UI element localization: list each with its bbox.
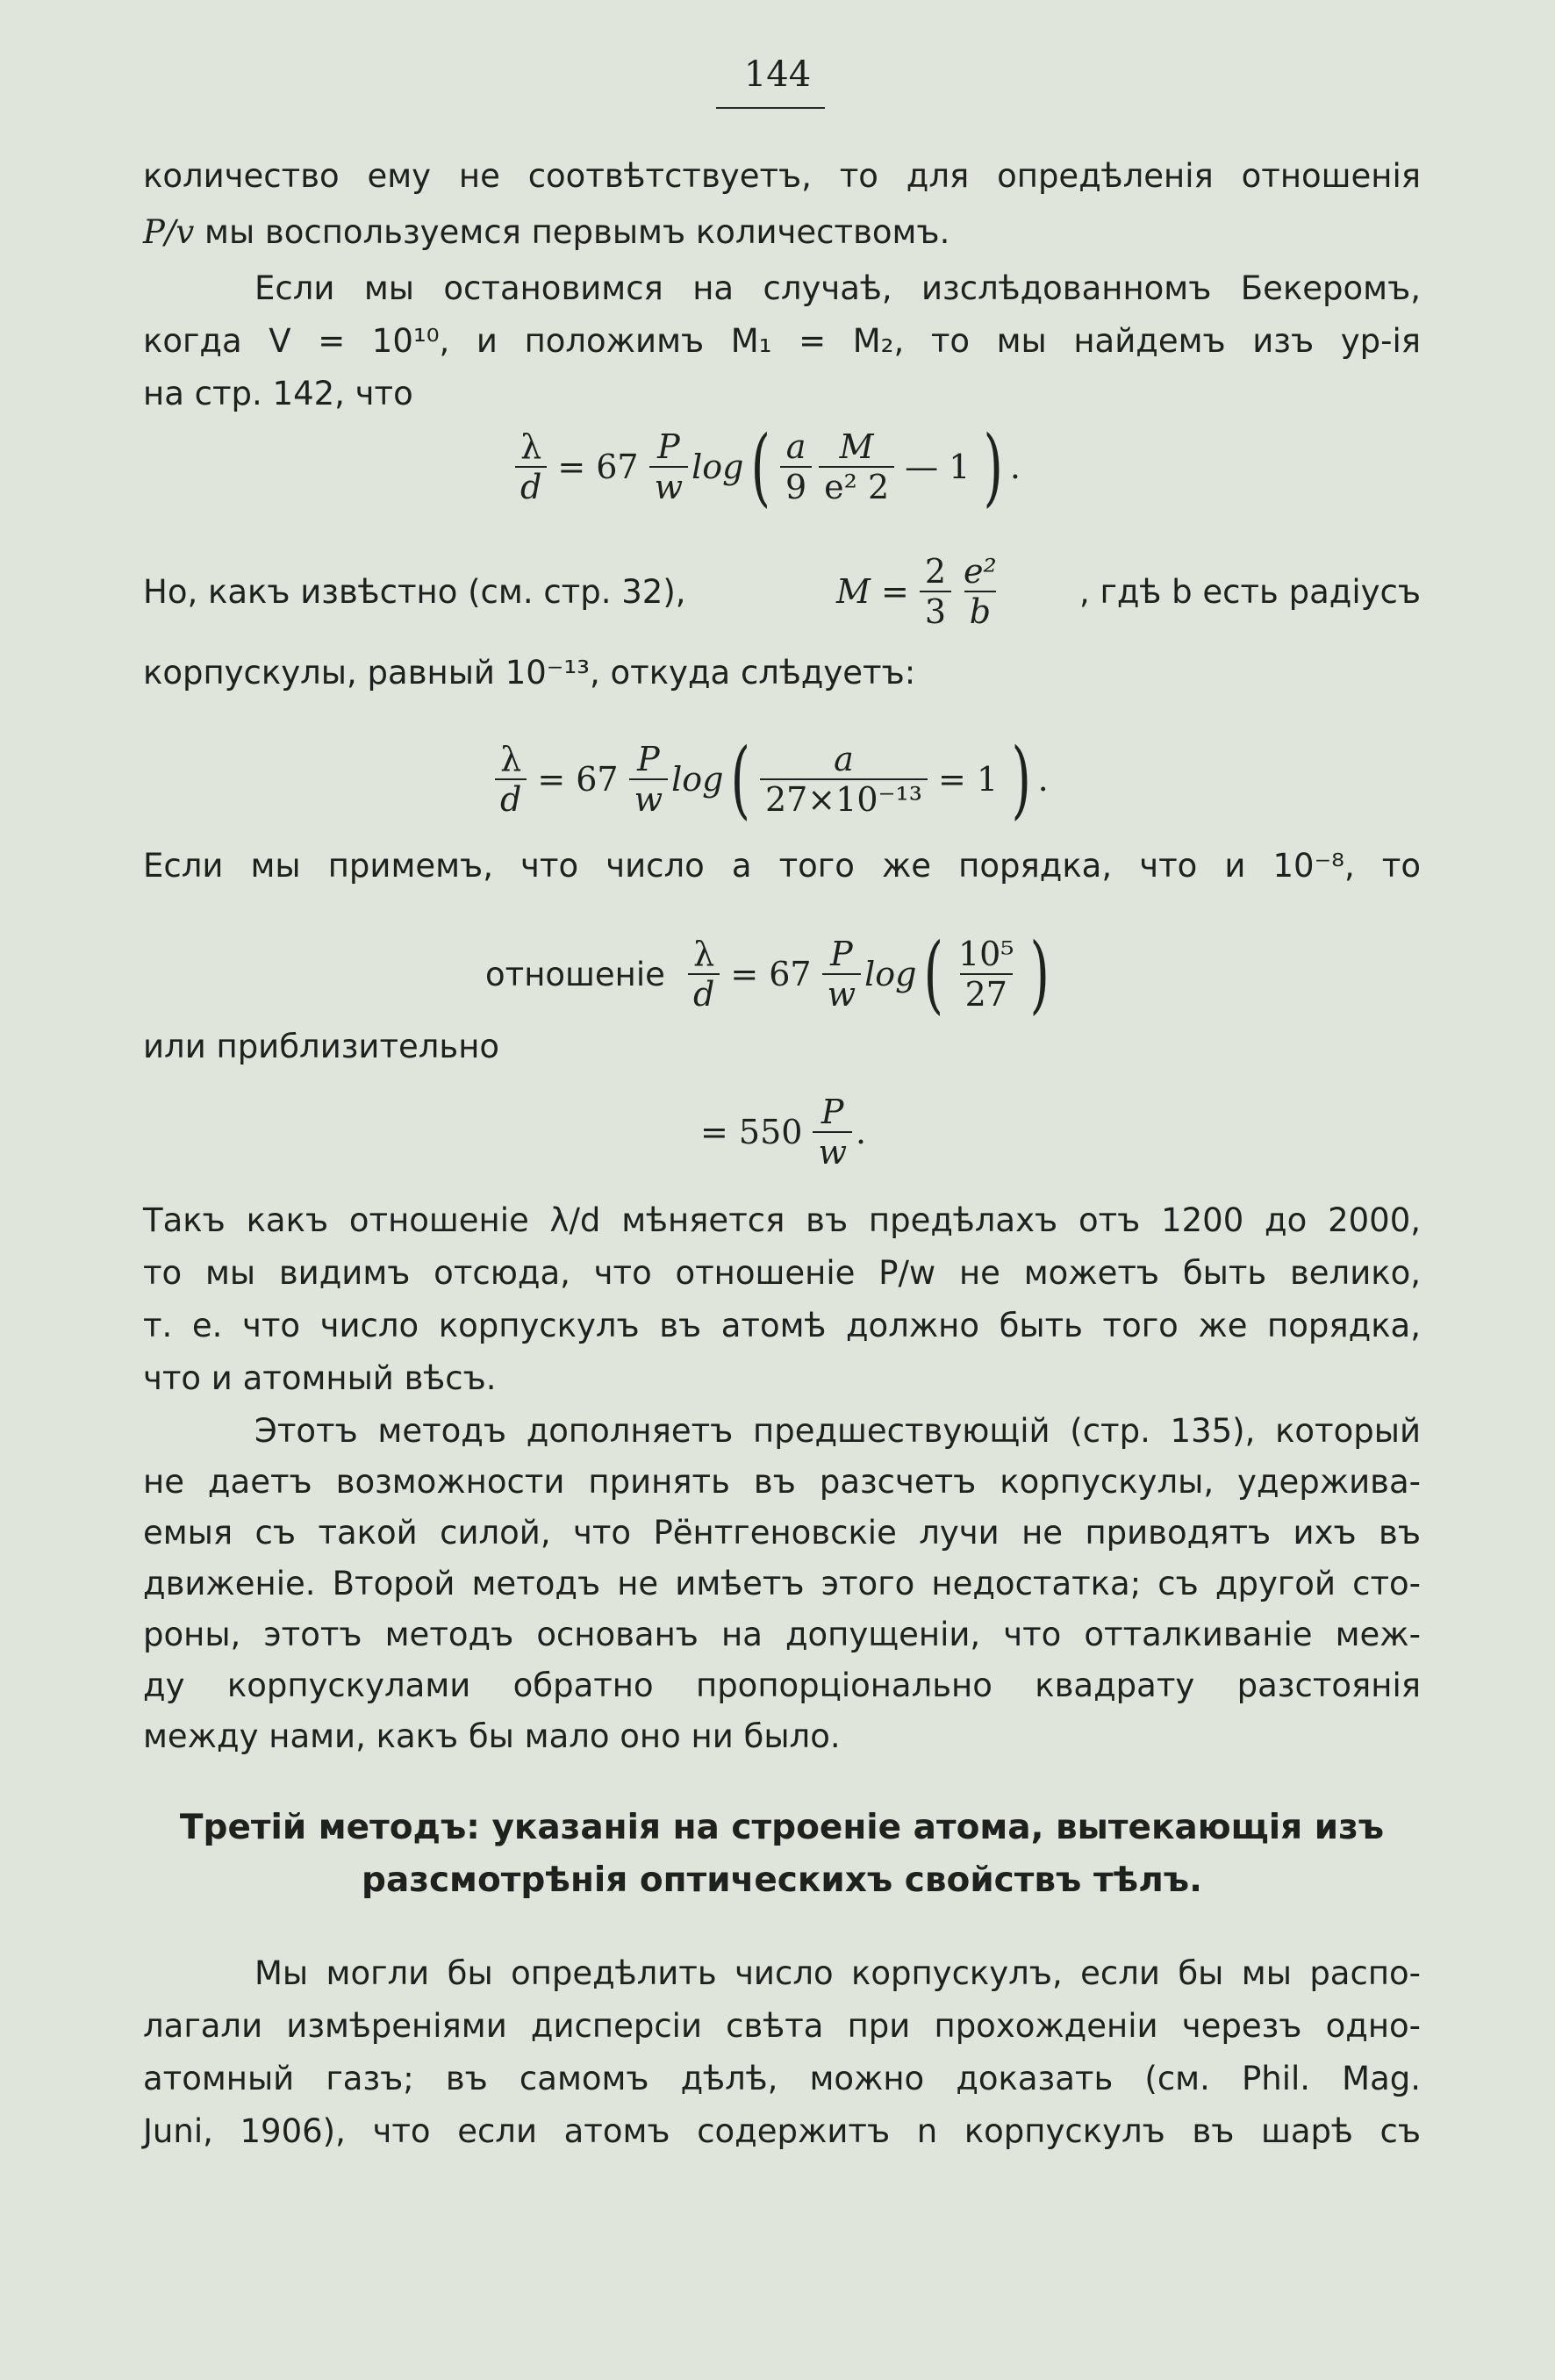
equation-2 [829, 537, 1006, 646]
eq-text: = 67 [537, 760, 619, 799]
eq-text: . [855, 1113, 867, 1151]
text-line: количество ему не соотвѣтствуетъ, то для опредѣленія отношенія [143, 157, 1421, 195]
fraction-1e5-27: $\frac{\text{10⁵}}{27}$ [957, 935, 1014, 1014]
text-line: лагали измѣреніями дисперсіи свѣта при прохожденіи черезъ одно- [143, 2007, 1421, 2045]
text-line: Если мы остановимся на случаѣ, изслѣдованномъ Бекеромъ, [254, 269, 1421, 307]
log-text: log [671, 760, 724, 799]
eq-text: = 550 [700, 1113, 803, 1151]
fraction-e2-b: $\frac{\text{e²}}{b}$ [964, 552, 997, 631]
eq-text: = 67 [557, 448, 639, 486]
text-line: Juni, 1906), что если атомъ содержитъ n корпускулъ въ шарѣ съ [143, 2112, 1421, 2150]
text-line: роны, этотъ методъ основанъ на допущеніи, что отталкиваніе меж- [143, 1616, 1421, 1653]
text-line: емыя съ такой силой, что Рёнтгеновскіе лучи не приводятъ ихъ въ [143, 1514, 1421, 1552]
eq-text: M = [836, 572, 909, 611]
fraction-m-e2: $\frac{M}{\text{e² 2}}$ [819, 427, 894, 506]
text-span: Но, какъ извѣстно (см. стр. 32), [143, 573, 686, 611]
fraction-a-9: $\frac{a}{9}$ [780, 427, 812, 506]
text-line: ду корпускулами обратно пропорціонально квадрату разстоянія [143, 1667, 1421, 1704]
fraction-p-w: $\frac{P}{w}$ [629, 740, 669, 819]
left-paren: ( [749, 418, 770, 516]
right-paren: ) [1011, 730, 1032, 828]
fraction-p-w: $\frac{P}{w}$ [822, 935, 862, 1014]
section-heading: разсмотрѣнія оптическихъ свойствъ тѣлъ. [362, 1860, 1202, 1900]
text-line: Мы могли бы опредѣлить число корпускулъ, если бы мы распо- [254, 1954, 1421, 1992]
page-number-rule [716, 107, 825, 109]
eq-text: = 67 [730, 955, 812, 993]
left-paren: ( [922, 925, 943, 1023]
text-line: между нами, какъ бы мало оно ни было. [143, 1717, 841, 1755]
equation-5 [693, 1079, 866, 1185]
fraction-2-3: $\frac{2}{3}$ [920, 552, 951, 631]
text-line: или приблизительно [143, 1028, 500, 1065]
log-text: log [692, 448, 744, 486]
text-line: Этотъ методъ дополняетъ предшествующій (стр. 135), который [254, 1412, 1421, 1450]
fraction-lambda-d: $\frac{\lambda}{d}$ [515, 427, 547, 506]
left-paren: ( [729, 730, 750, 828]
text-line [143, 211, 1421, 254]
text-line: Если мы примемъ, что число a того же порядка, что и 10⁻⁸, то [143, 847, 1421, 885]
fraction-lambda-d: $\frac{\lambda}{d}$ [495, 740, 527, 819]
text-line: , гдѣ b есть радіусъ [1078, 573, 1421, 611]
math-inline: P/v [143, 213, 195, 251]
text-line: не даетъ возможности принять въ разсчетъ корпускулы, удержива- [143, 1463, 1421, 1501]
eq-text: — 1 [905, 448, 971, 486]
text-line: движеніе. Второй методъ не имѣетъ этого недостатка; съ другой сто- [143, 1565, 1421, 1602]
eq-text: = 1 [938, 760, 999, 799]
fraction-lambda-d: $\frac{\lambda}{d}$ [688, 935, 720, 1014]
fraction-p-w: $\frac{P}{w}$ [649, 427, 689, 506]
equation-1 [512, 405, 1021, 528]
fraction-p-w: $\frac{P}{w}$ [813, 1093, 852, 1172]
fraction-a-27e-13: $\frac{a}{\text{27×10⁻¹³}}$ [760, 740, 928, 819]
eq-text: . [1009, 448, 1021, 486]
text-span: мы воспользуемся первымъ количествомъ. [194, 213, 950, 251]
text-line: отношеніе [485, 956, 665, 993]
right-paren: ) [1029, 925, 1050, 1023]
equation-4 [684, 913, 1056, 1036]
page-number: 144 [743, 54, 812, 95]
eq-text: . [1037, 760, 1049, 799]
log-text: log [864, 955, 917, 993]
text-line: т. е. что число корпускулъ въ атомѣ должно быть того же порядка, [143, 1307, 1421, 1344]
text-line: когда V = 10¹⁰, и положимъ M₁ = M₂, то мы найдемъ изъ ур-ія [143, 322, 1421, 360]
text-line: на стр. 142, что [143, 375, 413, 412]
right-paren: ) [983, 418, 1004, 516]
text-line: то мы видимъ отсюда, что отношеніе P/w не можетъ быть велико, [143, 1254, 1421, 1292]
text-line: корпускулы, равный 10⁻¹³, откуда слѣдуетъ: [143, 654, 916, 692]
text-line: атомный газъ; въ самомъ дѣлѣ, можно доказать (см. Phil. Mag. [143, 2060, 1421, 2097]
equation-3 [491, 718, 1049, 841]
text-line: Такъ какъ отношеніе λ/d мѣняется въ предѣлахъ отъ 1200 до 2000, [143, 1201, 1421, 1239]
section-heading: Третій методъ: указанія на строеніе атома, вытекающія изъ [179, 1808, 1385, 1847]
text-line: что и атомный вѣсъ. [143, 1359, 497, 1397]
